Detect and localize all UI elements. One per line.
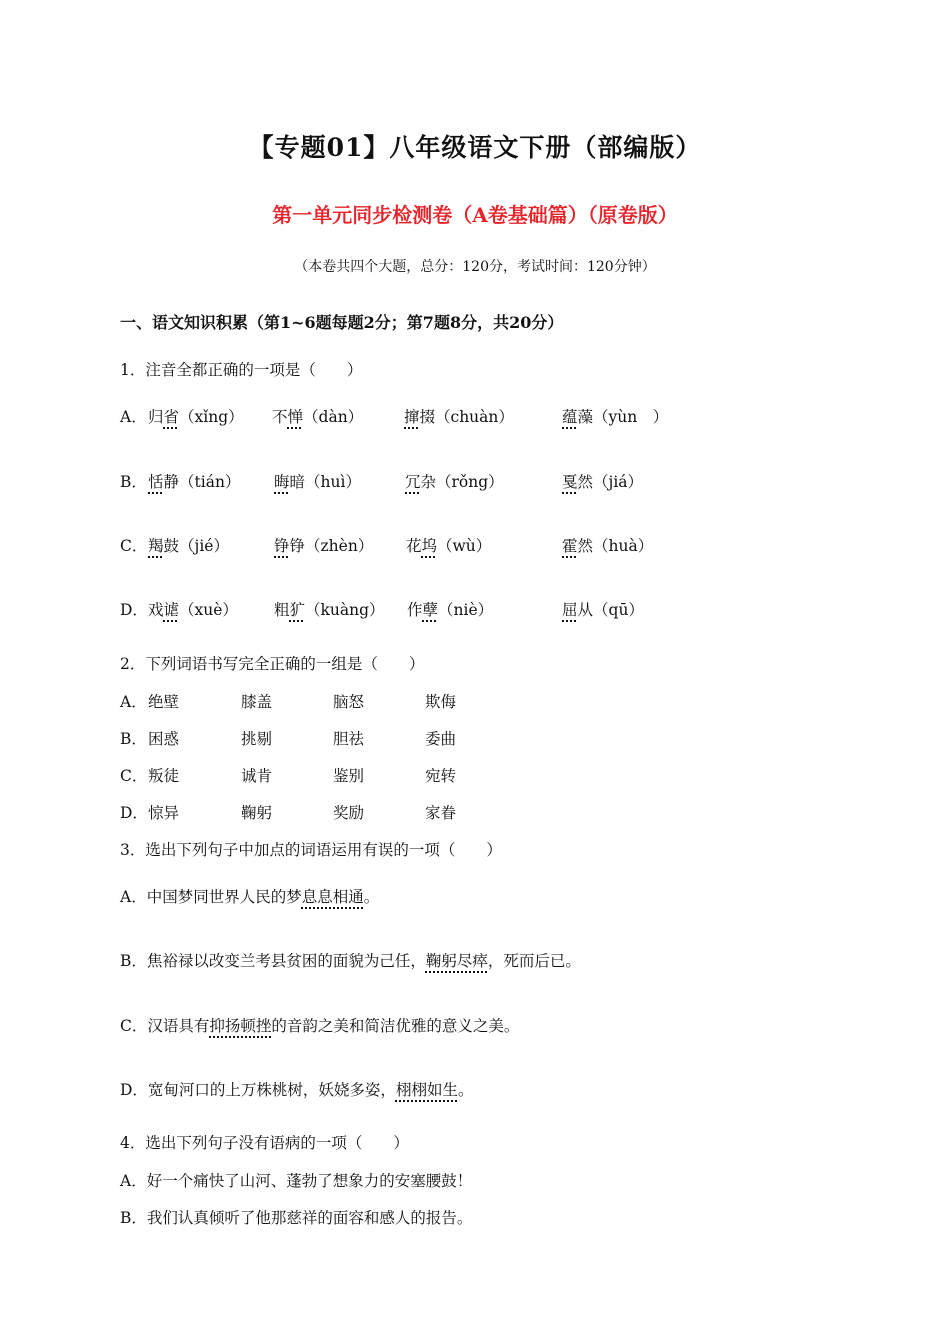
q2-option-b-label: B． xyxy=(120,730,147,748)
q2-option-a-word-4: 欺侮 xyxy=(425,693,457,711)
q1-option-a-item-2: 不惮（dàn） xyxy=(272,408,364,426)
q3-option-a: A．中国梦同世界人民的梦息息相通。 xyxy=(120,888,380,906)
document-subtitle: 第一单元同步检测卷（A卷基础篇）（原卷版） xyxy=(272,203,678,227)
q1-option-c-item-4: 霍然（huà） xyxy=(562,537,654,555)
q2-option-c-word-3: 鉴别 xyxy=(333,767,365,785)
exam-note: （本卷共四个大题，总分：120分，考试时间：120分钟） xyxy=(294,259,656,275)
q1-option-c-item-1: 羯鼓（jié） xyxy=(148,537,229,555)
q1-option-d-item-2: 粗犷（kuàng） xyxy=(274,601,385,619)
q2-option-b-word-4: 委曲 xyxy=(425,730,457,748)
q2-option-a-word-1: 绝壁 xyxy=(148,693,180,711)
section-heading: 一、语文知识积累（第1~6题每题2分；第7题8分，共20分） xyxy=(120,313,564,332)
q1-option-b-item-1: 恬静（tián） xyxy=(148,473,241,491)
q1-option-d-item-4: 屈从（qū） xyxy=(562,601,644,619)
q2-option-d-word-1: 惊异 xyxy=(148,804,180,822)
q4-option-b: B．我们认真倾听了他那慈祥的面容和感人的报告。 xyxy=(120,1209,473,1227)
q1-option-c-label: C． xyxy=(120,537,148,555)
q2-option-d-word-4: 家眷 xyxy=(425,804,457,822)
question-4-stem: 4．选出下列句子没有语病的一项（ ） xyxy=(120,1134,409,1152)
question-1-stem: 1．注音全都正确的一项是（ ） xyxy=(120,361,363,379)
q1-option-a-item-1: 归省（xǐng） xyxy=(148,408,244,426)
q1-option-b-item-4: 戛然（jiá） xyxy=(562,473,644,491)
q2-option-b-word-3: 胆祛 xyxy=(333,730,365,748)
q2-option-a-word-2: 膝盖 xyxy=(241,693,273,711)
q2-option-b-word-2: 挑剔 xyxy=(241,730,273,748)
q2-option-d-word-3: 奖励 xyxy=(333,804,365,822)
document-title: 【专题01】八年级语文下册（部编版） xyxy=(248,133,702,162)
q1-option-d-item-1: 戏谑（xuè） xyxy=(148,601,238,619)
q2-option-b-word-1: 困惑 xyxy=(148,730,180,748)
q2-option-c-word-1: 叛徒 xyxy=(148,767,180,785)
question-2-stem: 2．下列词语书写完全正确的一组是（ ） xyxy=(120,655,425,673)
q1-option-b-item-3: 冗杂（rǒng） xyxy=(405,473,504,491)
q1-option-c-item-2: 铮铮（zhèn） xyxy=(274,537,374,555)
q1-option-b-label: B． xyxy=(120,473,147,491)
q2-option-c-word-4: 宛转 xyxy=(425,767,457,785)
q1-option-a-item-4: 蕴藻（yùn ） xyxy=(562,408,669,426)
q2-option-d-label: D． xyxy=(120,804,148,822)
q3-option-b: B．焦裕禄以改变兰考县贫困的面貌为己任，鞠躬尽瘁，死而后已。 xyxy=(120,952,581,970)
q1-option-c-item-3: 花坞（wù） xyxy=(406,537,492,555)
q1-option-a-item-3: 撺掇（chuàn） xyxy=(404,408,514,426)
q2-option-d-word-2: 鞠躬 xyxy=(241,804,273,822)
q1-option-b-item-2: 晦暗（huì） xyxy=(274,473,361,491)
q1-option-d-label: D． xyxy=(120,601,148,619)
question-3-stem: 3．选出下列句子中加点的词语运用有误的一项（ ） xyxy=(120,841,502,859)
q2-option-a-word-3: 脑怒 xyxy=(333,693,365,711)
q2-option-a-label: A． xyxy=(120,693,147,711)
q4-option-a: A．好一个痛快了山河、蓬勃了想象力的安塞腰鼓！ xyxy=(120,1172,473,1190)
q3-option-d: D．宽甸河口的上万株桃树，妖娆多姿，栩栩如生。 xyxy=(120,1081,474,1099)
q1-option-d-item-3: 作孽（niè） xyxy=(407,601,494,619)
q1-option-a-label: A． xyxy=(120,408,147,426)
q2-option-c-word-2: 诚肯 xyxy=(241,767,273,785)
q3-option-c: C．汉语具有抑扬顿挫的音韵之美和简洁优雅的意义之美。 xyxy=(120,1017,520,1035)
q2-option-c-label: C． xyxy=(120,767,148,785)
